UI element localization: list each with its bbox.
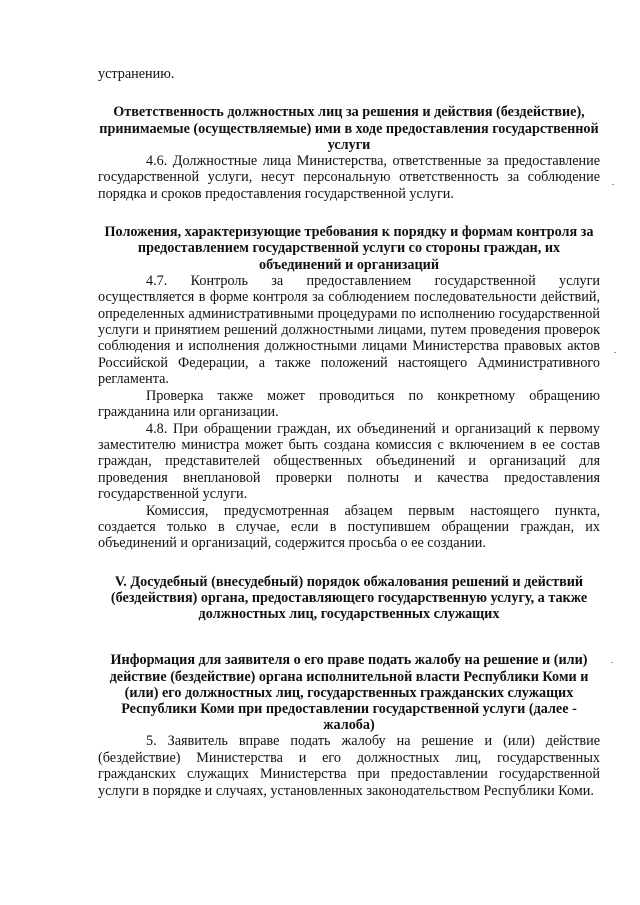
paragraph-4-7: 4.7. Контроль за предоставлением государственной услуги осуществляется в форме контроля за соблюдением последовательности действий, определенных административными процедурами по исполнению государственной услуги и принятием решений должностными лицами, путем проведения проверок соблюдения и исполнения должностными лицами Министерства правовых актов Российской Федерации, а также положений настоящего Административного регламента. — [98, 272, 600, 388]
lead-line: устранению. — [98, 66, 175, 82]
paragraph-4-6: 4.6. Должностные лица Министерства, ответственные за предоставление государственной услуги, несут персональную ответственность за соблюдение порядка и сроков предоставления государственной услуги. — [98, 153, 600, 202]
heading-section-v: V. Досудебный (внесудебный) порядок обжалования решений и действий (бездействия) органа, предоставляющего государственную услугу, а также должностных лиц, государственных служащих — [110, 573, 588, 623]
paragraph-4-8: 4.8. При обращении граждан, их объединений и организаций к первому заместителю министра может быть создана комиссия с включением в ее состав граждан, представителей общественных объединений и организаций для проведения внеплановой проверки полноты и качества предоставления государственной услуги. — [98, 420, 600, 503]
document-page — [98, 66, 600, 799]
paragraph-commission: Комиссия, предусмотренная абзацем первым настоящего пункта, создается только в случае, если в поступившем обращении граждан, их объединений и организаций, содержится просьба о ее создании. — [98, 502, 600, 552]
paragraph-5: 5. Заявитель вправе подать жалобу на решение и (или) действие (бездействие) Министерства и его должностных лиц, государственных гражданских служащих Министерства при предоставлении государственной услуги в порядке и случаях, установленных законодательством Республики Коми. — [98, 733, 600, 799]
heading-complaint-info: Информация для заявителя о его праве подать жалобу на решение и (или) действие (бездействие) органа исполнительной власти Республики Коми и (или) его должностных лиц, государственных гражданских служащих Республики Коми при предоставлении государственной услуги (далее - жалоба) — [109, 652, 589, 734]
scan-speck — [614, 352, 616, 353]
paragraph-inspection: Проверка также может проводиться по конкретному обращению гражданина или организации. — [98, 387, 600, 421]
scan-speck — [611, 662, 613, 663]
heading-control: Положения, характеризующие требования к порядку и формам контроля за предоставлением государственной услуги со стороны граждан, их объединений и организаций — [104, 224, 594, 273]
scan-speck — [612, 184, 614, 185]
heading-responsibility: Ответственность должностных лиц за решения и действия (бездействие), принимаемые (осуществляемые) ими в ходе предоставления государственной услуги — [99, 104, 599, 153]
